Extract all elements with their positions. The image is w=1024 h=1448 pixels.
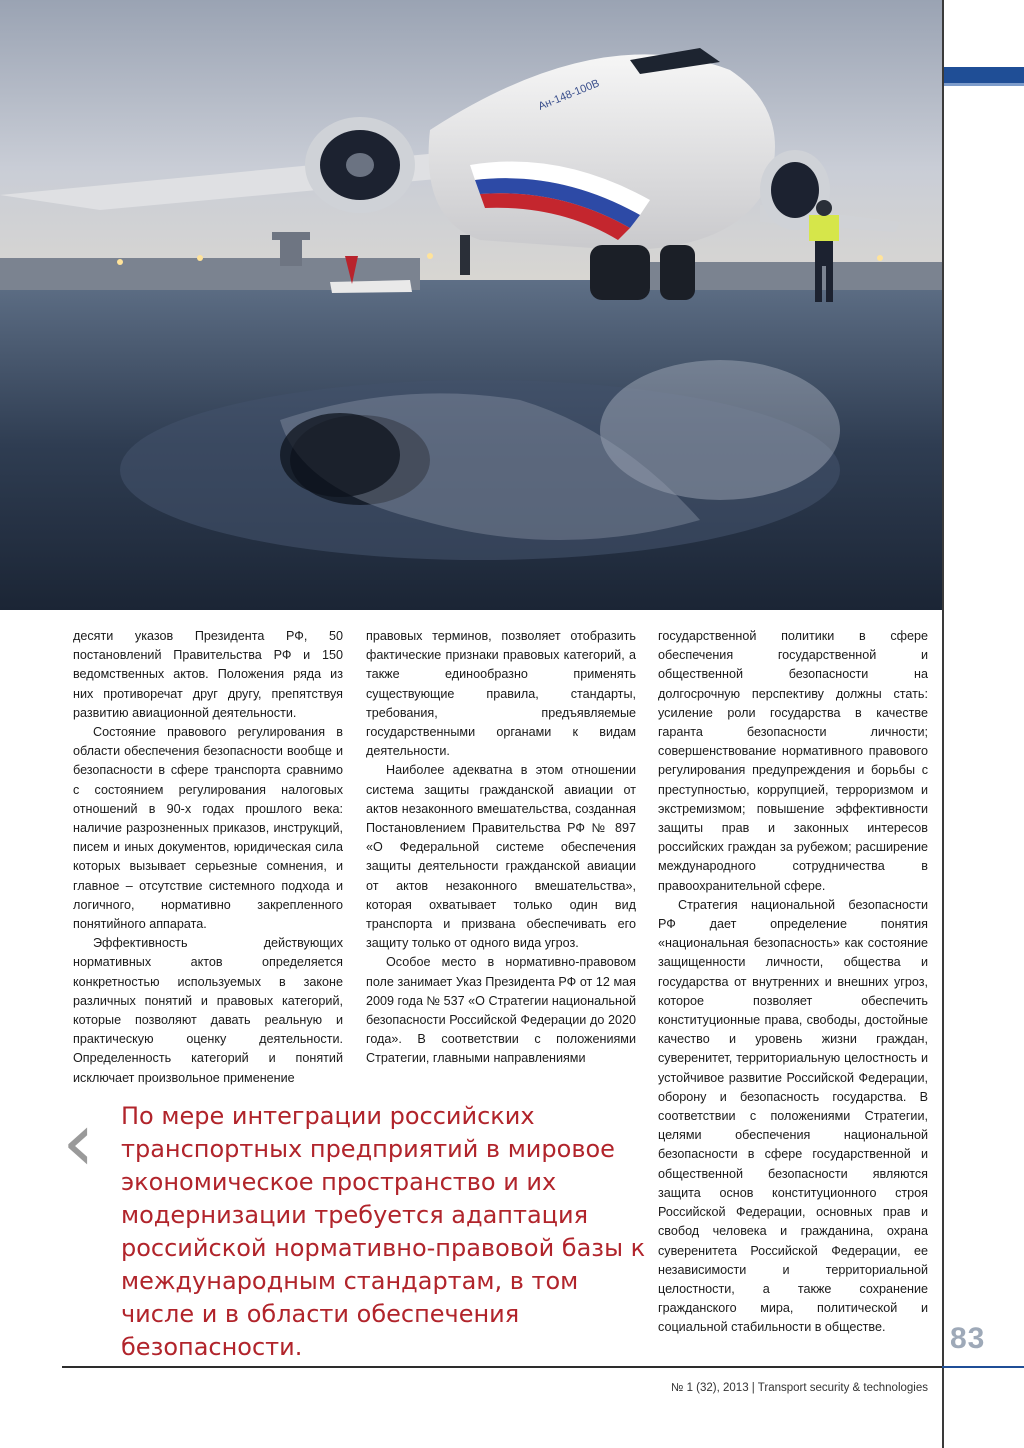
text-column-3 [658,627,928,1338]
footer-issue-info: № 1 (32), 2013 | Transport security & technologies [671,1382,928,1394]
fuselage-label: Ан-148-100В [536,77,602,113]
airport-photo [0,0,942,610]
airplane-illustration [0,0,942,610]
text-column-1 [73,627,343,1088]
footer-rule-accent [942,1366,1024,1368]
section-tab [944,67,1024,83]
paragraph: государственной политики в сфере обеспечения государственной и общественной безопасности на долгосрочную перспективу должны стать: усиление роли государства в качестве гаранта безопасности личности; совершенствование нормативного правового регулирования предупреждения и борьбы с преступностью, коррупцией, терроризмом и экстремизмом; повышение эффективности защиты прав и законных интересов российских граждан за рубежом; расширение международного сотрудничества в правоохранительной сфере. [658,629,928,893]
section-tab-underline [944,83,1024,86]
paragraph: Состояние правового регулирования в области обеспечения безопасности вообще и безопасности в сфере транспорта сравнимо с состоянием регулирования налоговых отношений в 90-х годах прошлого века: наличие разрозненных приказов, инструкций, писем и иных документов, юридическая сила которых вызывает серьезные сомнения, и главное – отсутствие системного подхода и логичного, нормативно закрепленного понятийного аппарата. [73,725,343,932]
right-margin-rule [942,0,944,1448]
paragraph: правовых терминов, позволяет отобразить фактические признаки правовых категорий, а также единообразно применять существующие правила, стандарты, требования, предъявляемые государственными органами к видам деятельности. [366,629,636,759]
paragraph: Стратегия национальной безопасности РФ дает определение понятия «национальная безопасность» как состояние защищенности личности, общества и государства от внутренних и внешних угроз, которое позволяет обеспечить конституционные права, свободы, достойные качество и уровень жизни граждан, суверенитет, территориальную целостность и устойчивое развитие Российской Федерации, оборону и безопасность государства. В соответствии с положениями Стратегии, целями обеспечения национальной безопасности в сфере государственной и общественной безопасности являются защита основ конституционного строя Российской Федерации, основных прав и свобод человека и гражданина, охрана суверенитета Российской Федерации, ее независимости и территориальной целостности, а также сохранение гражданского мира, политической и социальной стабильности в обществе. [658,897,928,1335]
footer-rule [62,1366,942,1368]
text-column-2 [366,627,636,1069]
pull-quote-text: По мере интеграции российских транспортных предприятий в мировое экономическое пространство и их модернизации требуется адаптация российской нормативно-правовой базы к международным стандартам, в том числе и в области обеспечения безопасности. [121,1102,646,1361]
pull-quote [62,1095,646,1361]
paragraph: Наиболее адекватна в этом отношении система защиты гражданской авиации от актов незаконного вмешательства, созданная Постановлением Правительства РФ № 897 «О Федеральной системе обеспечения защиты деятельности гражданской авиации от актов незаконного вмешательства», которая охватывает только один вид транспорта и призвана обеспечивать его защиту только от одного вида угроз. [366,763,636,951]
paragraph: Особое место в нормативно-правовом поле занимает Указ Президента РФ от 12 мая 2009 года № 537 «О Стратегии национальной безопасности Российской Федерации до 2020 года». В соответствии с положениями Стратегии, главными направлениями [366,955,636,1066]
page-number: 83 [950,1322,986,1355]
paragraph: Эффективность действующих нормативных актов определяется конкретностью используемых в законе различных понятий и правовых категорий, которые позволяют давать реальную и практическую оценку деятельности. Определенность категорий и понятий исключает произвольное применение [73,936,343,1085]
quote-chevron-icon: ‹ [62,1095,95,1190]
paragraph: десяти указов Президента РФ, 50 постановлений Правительства РФ и 150 ведомственных актов. Положения ряда из них противоречат друг другу, препятствуя развитию авиационной деятельности. [73,629,343,720]
